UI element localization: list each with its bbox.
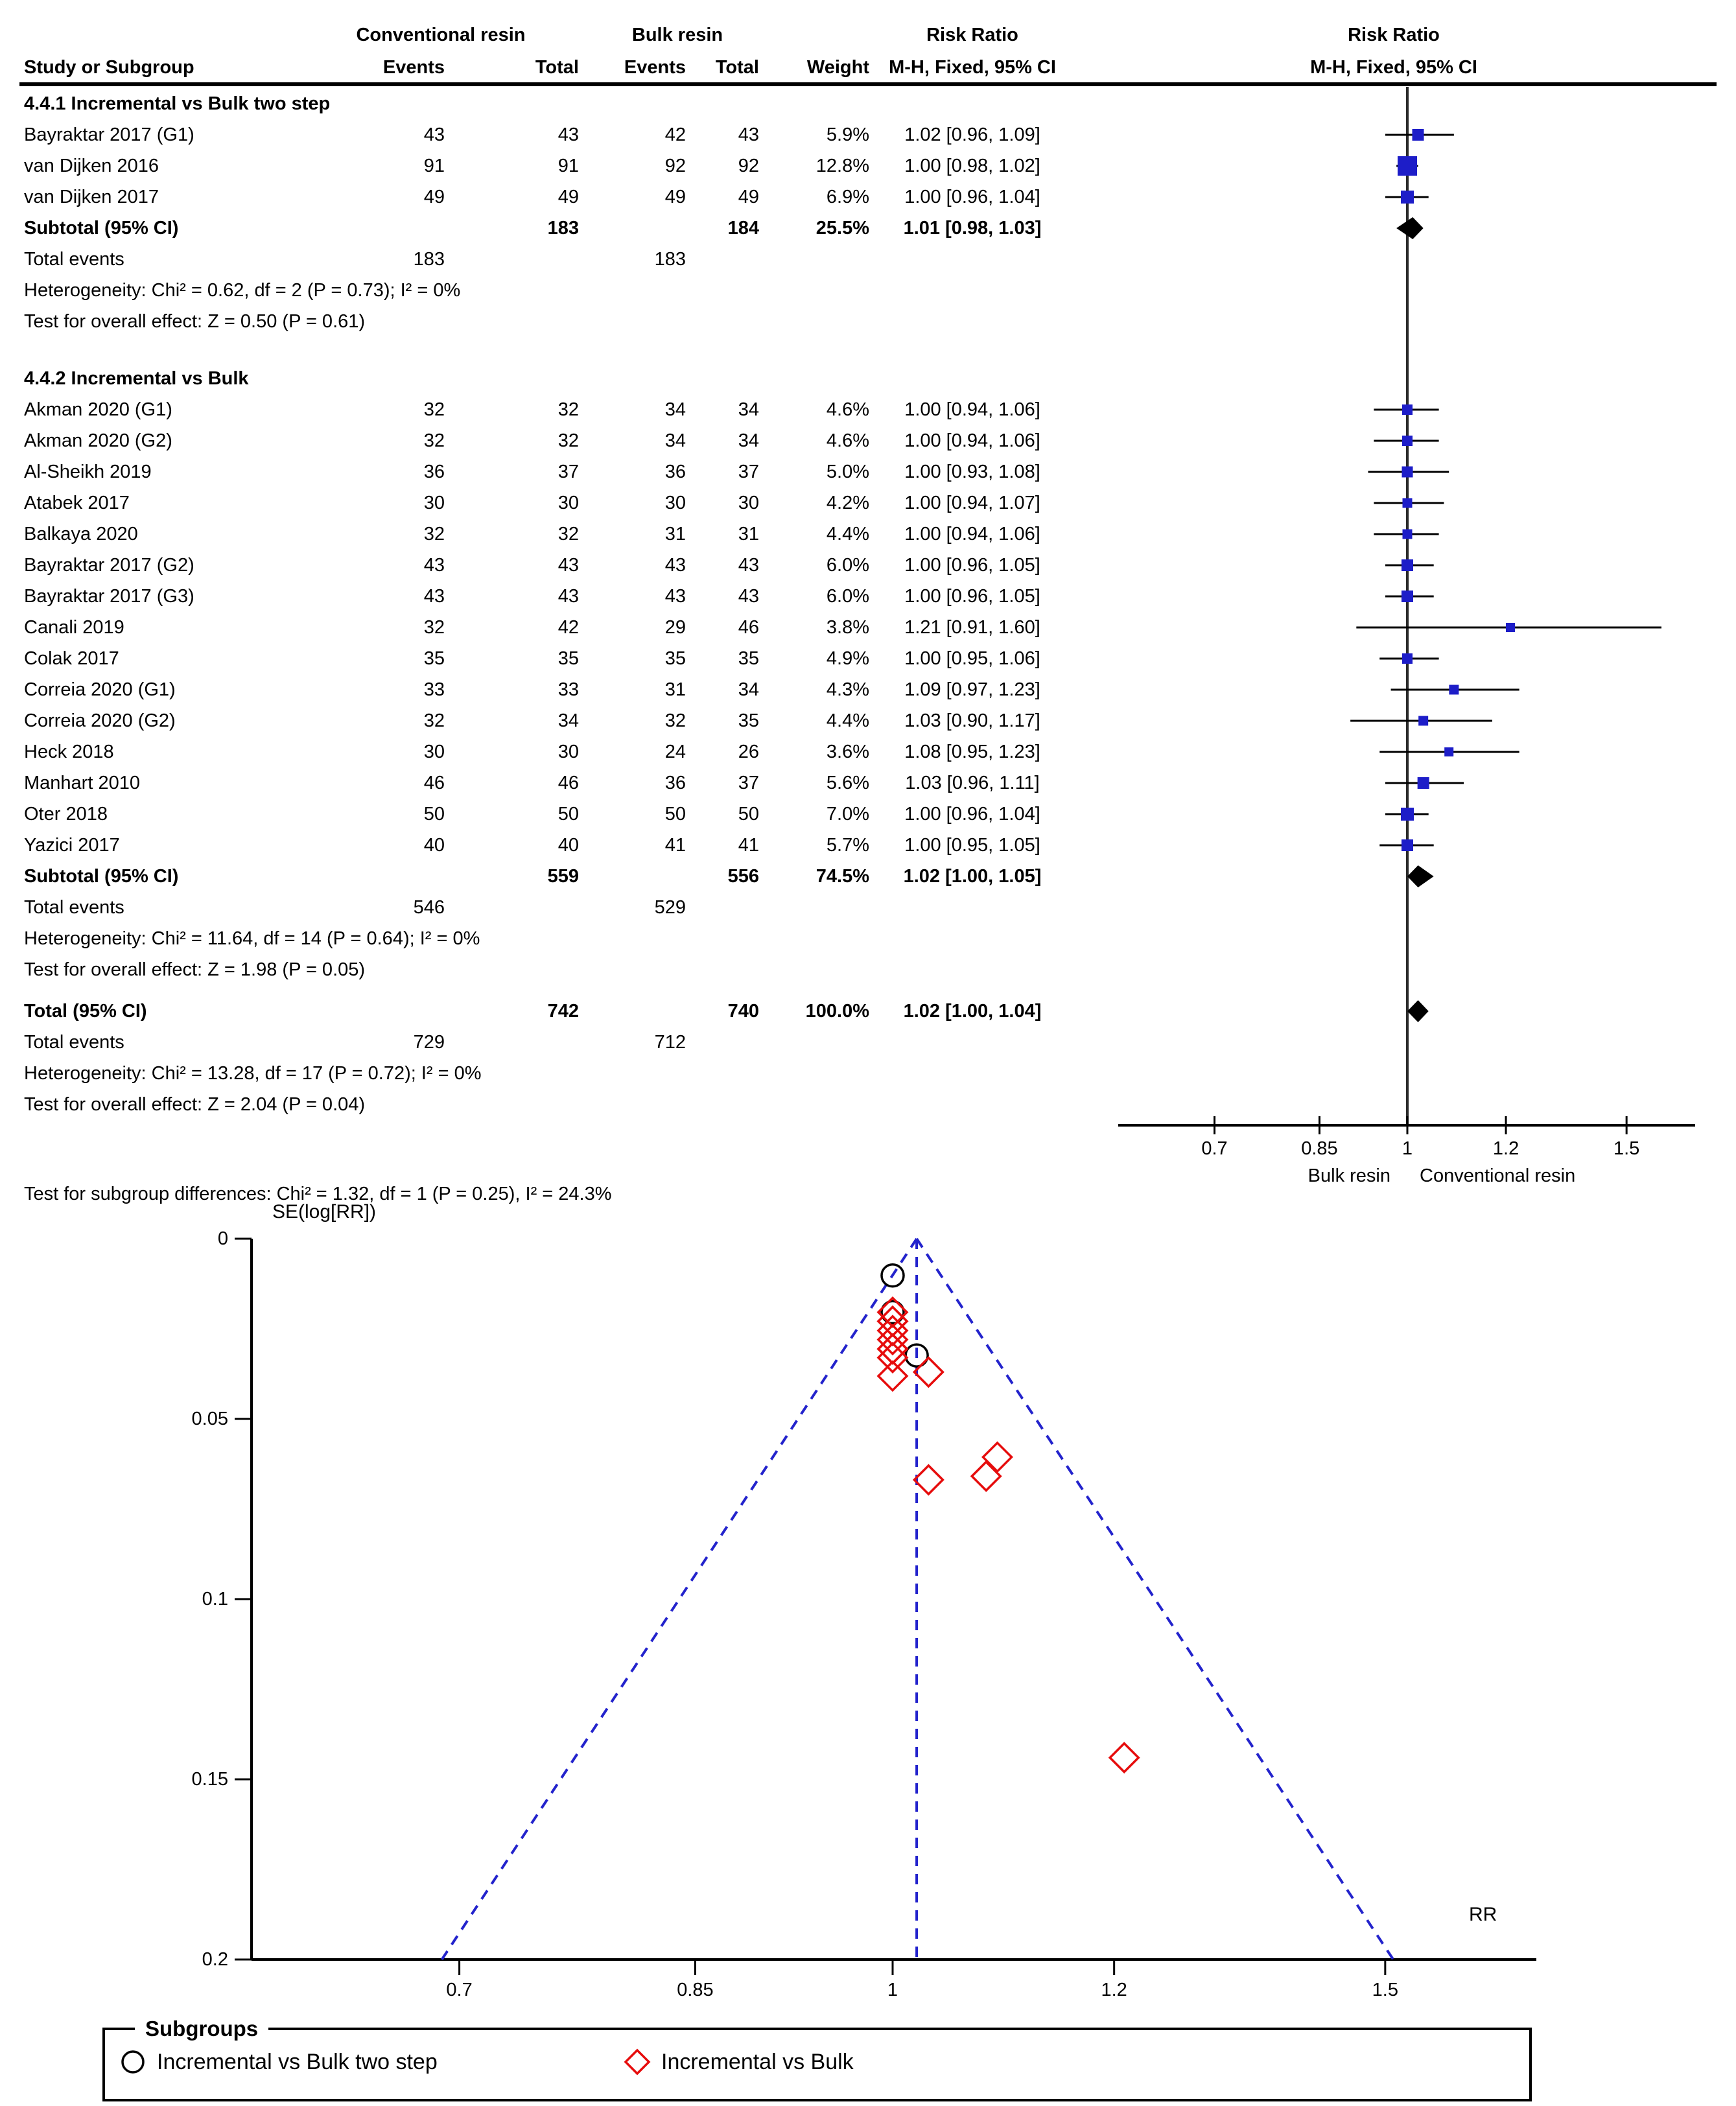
total-conventional-value: 42 xyxy=(557,617,579,638)
risk-ratio-ci-value: 1.02 [1.00, 1.05] xyxy=(903,866,1042,887)
study-name: Bayraktar 2017 (G1) xyxy=(24,124,194,145)
overall-effect-text: Test for overall effect: Z = 1.98 (P = 0.05) xyxy=(24,959,366,980)
total-events-bulk: 183 xyxy=(654,249,686,270)
risk-ratio-header-plot-col: Risk Ratio xyxy=(1348,25,1440,45)
axis-label-favours-conventional: Conventional resin xyxy=(1420,1165,1576,1186)
total-conventional-value: 559 xyxy=(547,866,579,887)
events-conventional-value: 35 xyxy=(423,648,445,669)
subtotal-label: Subtotal (95% CI) xyxy=(24,866,179,887)
total-bulk-value: 34 xyxy=(738,430,759,451)
funnel-x-tick-label: 1.5 xyxy=(1372,1980,1398,2000)
weight-value: 4.3% xyxy=(826,679,869,700)
study-name: Bayraktar 2017 (G3) xyxy=(24,586,194,607)
events-bulk-value: 43 xyxy=(664,586,686,607)
events-bulk-value: 30 xyxy=(664,493,686,513)
events-conventional-value: 32 xyxy=(423,617,445,638)
total-bulk-value: 37 xyxy=(738,773,759,793)
heterogeneity-text: Heterogeneity: Chi² = 11.64, df = 14 (P = 0.64); I² = 0% xyxy=(24,928,480,949)
risk-ratio-ci-value: 1.01 [0.98, 1.03] xyxy=(903,218,1042,239)
funnel-legend xyxy=(102,2017,1532,2101)
study-name: Akman 2020 (G2) xyxy=(24,430,172,451)
total-bulk-value: 43 xyxy=(738,124,759,145)
events-bulk-value: 41 xyxy=(664,835,686,856)
total-events-conventional: 729 xyxy=(413,1032,445,1053)
heterogeneity-text: Heterogeneity: Chi² = 13.28, df = 17 (P = 0.72); I² = 0% xyxy=(24,1063,482,1084)
weight-value: 3.8% xyxy=(826,617,869,638)
total-bulk-value: 30 xyxy=(738,493,759,513)
weight-value: 4.9% xyxy=(826,648,869,669)
risk-ratio-ci-value: 1.00 [0.94, 1.06] xyxy=(904,524,1040,544)
effect-square xyxy=(1444,747,1453,756)
group-header-conventional: Conventional resin xyxy=(356,25,526,45)
study-name: Canali 2019 xyxy=(24,617,124,638)
events-bulk-value: 43 xyxy=(664,555,686,576)
total-bulk-value: 50 xyxy=(738,804,759,825)
col-header-weight: Weight xyxy=(806,57,869,78)
total-bulk-value: 556 xyxy=(727,866,759,887)
total-bulk-value: 31 xyxy=(738,524,759,544)
events-bulk-value: 36 xyxy=(664,462,686,482)
events-conventional-value: 50 xyxy=(423,804,445,825)
events-conventional-value: 43 xyxy=(423,124,445,145)
total-conventional-value: 43 xyxy=(557,555,579,576)
total-events-bulk: 712 xyxy=(654,1032,686,1053)
events-conventional-value: 30 xyxy=(423,742,445,762)
total-conventional-value: 33 xyxy=(557,679,579,700)
funnel-diamond-point xyxy=(878,1362,907,1390)
risk-ratio-ci-value: 1.00 [0.94, 1.06] xyxy=(904,430,1040,451)
funnel-y-axis-title: SE(log[RR]) xyxy=(272,1201,377,1223)
total-conventional-value: 32 xyxy=(557,524,579,544)
events-bulk-value: 31 xyxy=(664,679,686,700)
subgroup-title: 4.4.1 Incremental vs Bulk two step xyxy=(24,93,331,114)
study-name: Heck 2018 xyxy=(24,742,114,762)
weight-value: 74.5% xyxy=(815,866,869,887)
effect-square xyxy=(1401,808,1414,821)
forest-axis-tick-label: 1.2 xyxy=(1492,1138,1519,1159)
study-name: Manhart 2010 xyxy=(24,773,140,793)
risk-ratio-ci-value: 1.00 [0.96, 1.05] xyxy=(904,555,1040,576)
study-name: Correia 2020 (G1) xyxy=(24,679,176,700)
study-name: Yazici 2017 xyxy=(24,835,120,856)
study-name: Atabek 2017 xyxy=(24,493,130,513)
study-name: Al-Sheikh 2019 xyxy=(24,462,152,482)
funnel-legend-title: Subgroups xyxy=(135,2015,268,2043)
total-conventional-value: 183 xyxy=(547,218,579,239)
total-events-conventional: 183 xyxy=(413,249,445,270)
study-name: van Dijken 2016 xyxy=(24,156,159,176)
total-conventional-value: 32 xyxy=(557,430,579,451)
weight-value: 5.7% xyxy=(826,835,869,856)
study-name: Correia 2020 (G2) xyxy=(24,710,176,731)
forest-axis-tick-label: 1 xyxy=(1402,1138,1413,1159)
col-header-total-bulk: Total xyxy=(715,57,759,78)
risk-ratio-ci-value: 1.00 [0.96, 1.04] xyxy=(904,187,1040,207)
effect-square xyxy=(1402,436,1413,446)
events-bulk-value: 92 xyxy=(664,156,686,176)
events-bulk-value: 49 xyxy=(664,187,686,207)
total-bulk-value: 34 xyxy=(738,399,759,420)
events-conventional-value: 32 xyxy=(423,524,445,544)
axis-label-favours-bulk: Bulk resin xyxy=(1308,1165,1390,1186)
funnel-diamond-point xyxy=(878,1335,907,1363)
funnel-left-dashed-line xyxy=(442,1239,917,1960)
total-events-label: Total events xyxy=(24,1032,124,1053)
effect-square xyxy=(1506,623,1515,632)
legend-item-subgroup-2 xyxy=(624,2048,854,2076)
heterogeneity-text: Heterogeneity: Chi² = 0.62, df = 2 (P = 0.73); I² = 0% xyxy=(24,280,461,301)
events-conventional-value: 33 xyxy=(423,679,445,700)
weight-value: 100.0% xyxy=(805,1001,869,1022)
events-conventional-value: 91 xyxy=(423,156,445,176)
events-conventional-value: 49 xyxy=(423,187,445,207)
weight-value: 6.0% xyxy=(826,586,869,607)
col-header-events-conventional: Events xyxy=(382,57,445,78)
weight-value: 7.0% xyxy=(826,804,869,825)
weight-value: 3.6% xyxy=(826,742,869,762)
events-bulk-value: 34 xyxy=(664,430,686,451)
total-conventional-value: 30 xyxy=(557,742,579,762)
events-bulk-value: 24 xyxy=(664,742,686,762)
effect-square xyxy=(1449,685,1459,695)
weight-value: 5.9% xyxy=(826,124,869,145)
header-rule xyxy=(19,82,1717,86)
total-bulk-value: 43 xyxy=(738,586,759,607)
events-bulk-value: 29 xyxy=(664,617,686,638)
circle-marker-icon xyxy=(119,2048,147,2076)
subgroup-differences-text: Test for subgroup differences: Chi² = 1.32, df = 1 (P = 0.25), I² = 24.3% xyxy=(24,1184,612,1204)
total-bulk-value: 26 xyxy=(738,742,759,762)
weight-value: 5.0% xyxy=(826,462,869,482)
diamond-marker-icon xyxy=(624,2048,651,2076)
funnel-diamond-point xyxy=(878,1326,907,1354)
effect-square xyxy=(1418,716,1428,726)
funnel-y-tick-label: 0.2 xyxy=(202,1949,228,1970)
weight-value: 6.9% xyxy=(826,187,869,207)
risk-ratio-ci-value: 1.00 [0.96, 1.05] xyxy=(904,586,1040,607)
weight-value: 4.4% xyxy=(826,524,869,544)
funnel-diamond-point xyxy=(878,1335,907,1363)
events-bulk-value: 35 xyxy=(664,648,686,669)
weight-value: 4.4% xyxy=(826,710,869,731)
total-bulk-value: 740 xyxy=(727,1001,759,1022)
events-conventional-value: 32 xyxy=(423,710,445,731)
funnel-diamond-point xyxy=(914,1358,943,1386)
risk-ratio-ci-value: 1.00 [0.95, 1.05] xyxy=(904,835,1040,856)
weight-value: 4.2% xyxy=(826,493,869,513)
total-conventional-value: 37 xyxy=(557,462,579,482)
total-conventional-value: 43 xyxy=(557,586,579,607)
funnel-y-tick-label: 0.1 xyxy=(202,1589,228,1609)
funnel-y-tick-label: 0.15 xyxy=(191,1769,228,1790)
subgroup-title: 4.4.2 Incremental vs Bulk xyxy=(24,368,249,389)
total-conventional-value: 91 xyxy=(557,156,579,176)
effect-square xyxy=(1402,404,1413,415)
funnel-diamond-point xyxy=(878,1316,907,1345)
events-bulk-value: 42 xyxy=(664,124,686,145)
total-conventional-value: 30 xyxy=(557,493,579,513)
total-bulk-value: 49 xyxy=(738,187,759,207)
weight-value: 4.6% xyxy=(826,430,869,451)
study-name: Colak 2017 xyxy=(24,648,119,669)
total-bulk-value: 34 xyxy=(738,679,759,700)
funnel-diamond-point xyxy=(972,1462,1000,1490)
effect-square xyxy=(1402,591,1413,602)
funnel-x-axis-title: RR xyxy=(1469,1904,1497,1925)
effect-square xyxy=(1403,498,1413,508)
effect-square xyxy=(1413,129,1424,141)
total-conventional-value: 40 xyxy=(557,835,579,856)
risk-ratio-ci-value: 1.08 [0.95, 1.23] xyxy=(904,742,1040,762)
legend-item-subgroup-1 xyxy=(119,2048,438,2076)
events-conventional-value: 32 xyxy=(423,399,445,420)
risk-ratio-ci-value: 1.02 [1.00, 1.04] xyxy=(903,1001,1042,1022)
col-header-total-conventional: Total xyxy=(535,57,579,78)
risk-ratio-ci-value: 1.02 [0.96, 1.09] xyxy=(904,124,1040,145)
funnel-x-tick-label: 0.7 xyxy=(446,1980,473,2000)
legend-item-label: Incremental vs Bulk two step xyxy=(157,2049,438,2074)
weight-value: 25.5% xyxy=(815,218,869,239)
study-name: van Dijken 2017 xyxy=(24,187,159,207)
total-conventional-value: 34 xyxy=(557,710,579,731)
total-conventional-value: 49 xyxy=(557,187,579,207)
events-conventional-value: 32 xyxy=(423,430,445,451)
risk-ratio-ci-value: 1.03 [0.90, 1.17] xyxy=(904,710,1040,731)
study-name: Balkaya 2020 xyxy=(24,524,138,544)
risk-ratio-ci-value: 1.00 [0.96, 1.04] xyxy=(904,804,1040,825)
total-bulk-value: 35 xyxy=(738,648,759,669)
events-bulk-value: 31 xyxy=(664,524,686,544)
effect-square xyxy=(1398,156,1417,176)
study-name: Akman 2020 (G1) xyxy=(24,399,172,420)
col-header-method-text: M-H, Fixed, 95% CI xyxy=(889,57,1056,78)
group-header-bulk: Bulk resin xyxy=(631,25,723,45)
funnel-diamond-point xyxy=(1110,1744,1138,1772)
overall-effect-text: Test for overall effect: Z = 2.04 (P = 0.04) xyxy=(24,1094,366,1115)
weight-value: 5.6% xyxy=(826,773,869,793)
weight-value: 4.6% xyxy=(826,399,869,420)
total-events-label: Total events xyxy=(24,897,124,918)
total-bulk-value: 35 xyxy=(738,710,759,731)
funnel-diamond-point xyxy=(983,1443,1011,1471)
legend-item-label: Incremental vs Bulk xyxy=(661,2049,854,2074)
forest-axis-tick-label: 1.5 xyxy=(1613,1138,1640,1159)
forest-axis-tick-label: 0.85 xyxy=(1301,1138,1338,1159)
study-name: Bayraktar 2017 (G2) xyxy=(24,555,194,576)
total-events-conventional: 546 xyxy=(413,897,445,918)
effect-square xyxy=(1402,559,1413,571)
total-bulk-value: 46 xyxy=(738,617,759,638)
effect-square xyxy=(1401,191,1414,204)
total-bulk-value: 92 xyxy=(738,156,759,176)
weight-value: 12.8% xyxy=(815,156,869,176)
effect-square xyxy=(1402,839,1413,851)
overall-effect-text: Test for overall effect: Z = 0.50 (P = 0.61) xyxy=(24,311,366,332)
total-bulk-value: 43 xyxy=(738,555,759,576)
funnel-diamond-point xyxy=(878,1335,907,1363)
total-bulk-value: 184 xyxy=(727,218,759,239)
events-conventional-value: 36 xyxy=(423,462,445,482)
risk-ratio-ci-value: 1.21 [0.91, 1.60] xyxy=(904,617,1040,638)
risk-ratio-ci-value: 1.00 [0.94, 1.07] xyxy=(904,493,1040,513)
risk-ratio-ci-value: 1.00 [0.98, 1.02] xyxy=(904,156,1040,176)
risk-ratio-ci-value: 1.00 [0.93, 1.08] xyxy=(904,462,1040,482)
total-conventional-value: 50 xyxy=(557,804,579,825)
funnel-diamond-point xyxy=(914,1466,943,1494)
col-header-method-plot: M-H, Fixed, 95% CI xyxy=(1310,57,1477,78)
risk-ratio-ci-value: 1.00 [0.95, 1.06] xyxy=(904,648,1040,669)
weight-value: 6.0% xyxy=(826,555,869,576)
total-events-bulk: 529 xyxy=(654,897,686,918)
events-conventional-value: 46 xyxy=(423,773,445,793)
events-bulk-value: 32 xyxy=(664,710,686,731)
events-conventional-value: 30 xyxy=(423,493,445,513)
events-conventional-value: 43 xyxy=(423,586,445,607)
total-conventional-value: 43 xyxy=(557,124,579,145)
funnel-right-dashed-line xyxy=(917,1239,1393,1960)
events-bulk-value: 36 xyxy=(664,773,686,793)
risk-ratio-header-text-col: Risk Ratio xyxy=(926,25,1018,45)
total-bulk-value: 37 xyxy=(738,462,759,482)
total-conventional-value: 32 xyxy=(557,399,579,420)
events-bulk-value: 50 xyxy=(664,804,686,825)
effect-square xyxy=(1403,530,1413,539)
col-header-events-bulk: Events xyxy=(624,57,686,78)
risk-ratio-ci-value: 1.03 [0.96, 1.11] xyxy=(905,773,1040,793)
events-conventional-value: 43 xyxy=(423,555,445,576)
pooled-diamond xyxy=(1396,217,1424,239)
funnel-y-tick-label: 0 xyxy=(217,1228,228,1249)
subtotal-label: Subtotal (95% CI) xyxy=(24,218,179,239)
total-bulk-value: 41 xyxy=(738,835,759,856)
events-bulk-value: 34 xyxy=(664,399,686,420)
effect-square xyxy=(1418,777,1429,789)
funnel-y-tick-label: 0.05 xyxy=(191,1409,228,1429)
study-name: Oter 2018 xyxy=(24,804,108,825)
total-conventional-value: 46 xyxy=(557,773,579,793)
total-conventional-value: 742 xyxy=(547,1001,579,1022)
pooled-diamond xyxy=(1407,1000,1429,1022)
funnel-diamond-point xyxy=(878,1343,907,1372)
effect-square xyxy=(1402,467,1413,478)
pooled-diamond xyxy=(1407,865,1434,887)
forest-axis-tick-label: 0.7 xyxy=(1201,1138,1228,1159)
col-header-study: Study or Subgroup xyxy=(24,57,194,78)
risk-ratio-ci-value: 1.09 [0.97, 1.23] xyxy=(904,679,1040,700)
funnel-x-tick-label: 1.2 xyxy=(1101,1980,1127,2000)
effect-square xyxy=(1402,653,1413,664)
funnel-x-tick-label: 0.85 xyxy=(677,1980,714,2000)
events-conventional-value: 40 xyxy=(423,835,445,856)
total-conventional-value: 35 xyxy=(557,648,579,669)
funnel-x-tick-label: 1 xyxy=(887,1980,898,2000)
total-label: Total (95% CI) xyxy=(24,1001,147,1022)
total-events-label: Total events xyxy=(24,249,124,270)
risk-ratio-ci-value: 1.00 [0.94, 1.06] xyxy=(904,399,1040,420)
